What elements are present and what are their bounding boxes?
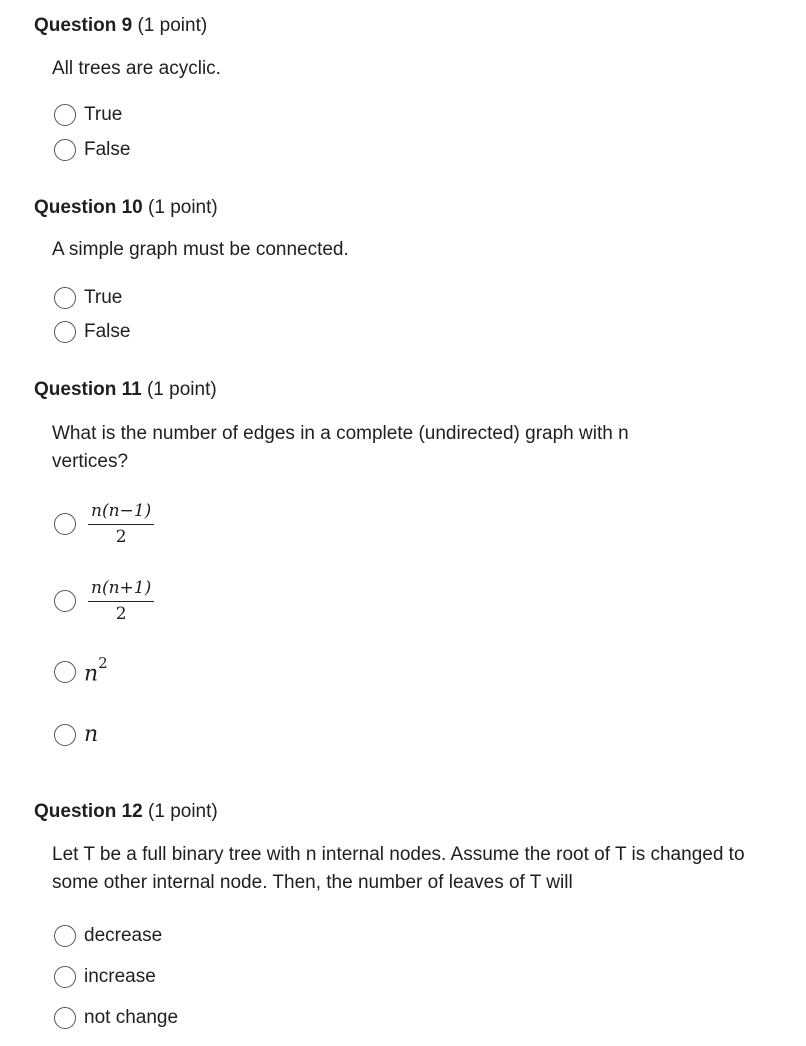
radio-button[interactable] — [54, 321, 76, 343]
question-number: Question 10 — [34, 197, 143, 218]
question-10-prompt: A simple graph must be connected. — [52, 239, 349, 260]
radio-button[interactable] — [54, 590, 76, 612]
question-number: Question 11 — [34, 379, 142, 400]
radio-button[interactable] — [54, 966, 76, 988]
math-exponent: 2 — [98, 654, 108, 672]
q12-option-not-change[interactable] — [54, 1007, 178, 1029]
fraction-expression[interactable] — [88, 501, 154, 547]
q11-option-a[interactable] — [54, 501, 154, 547]
math-expression[interactable]: n — [84, 722, 99, 747]
radio-button[interactable] — [54, 661, 76, 683]
question-points: (1 point) — [148, 801, 218, 822]
q11-option-c[interactable] — [54, 654, 108, 687]
radio-button[interactable] — [54, 287, 76, 309]
q9-option-false[interactable] — [54, 139, 130, 161]
q11-option-d[interactable] — [54, 722, 98, 747]
option-label[interactable]: False — [84, 321, 131, 342]
fraction-numerator: n(n−1) — [88, 501, 154, 525]
fraction-numerator: n(n+1) — [88, 578, 154, 602]
question-number: Question 9 — [34, 15, 133, 36]
question-12-title — [34, 801, 218, 823]
radio-button[interactable] — [54, 925, 76, 947]
q10-option-true[interactable] — [54, 287, 122, 309]
math-expression[interactable] — [84, 654, 108, 687]
option-label[interactable]: False — [84, 139, 131, 160]
fraction-denominator: 2 — [115, 527, 127, 547]
question-12-prompt: Let T be a full binary tree with n internal nodes. Assume the root of T is changed to some other internal node. Then, the number of leaves of T will — [52, 844, 745, 893]
q12-option-decrease[interactable] — [54, 925, 162, 947]
q11-option-b[interactable] — [54, 578, 154, 624]
fraction-expression[interactable] — [88, 578, 154, 624]
q9-option-true[interactable] — [54, 104, 122, 126]
option-label[interactable]: not change — [84, 1007, 179, 1028]
question-11-prompt: What is the number of edges in a complete (undirected) graph with n vertices? — [52, 423, 629, 472]
option-label[interactable]: True — [84, 104, 123, 125]
math-base: n — [84, 661, 99, 687]
radio-button[interactable] — [54, 513, 76, 535]
option-label[interactable]: True — [84, 287, 123, 308]
q12-option-increase[interactable] — [54, 966, 156, 988]
option-label[interactable]: increase — [84, 966, 156, 987]
radio-button[interactable] — [54, 139, 76, 161]
radio-button[interactable] — [54, 1007, 76, 1029]
question-points: (1 point) — [148, 197, 218, 218]
option-label[interactable]: decrease — [84, 925, 163, 946]
question-11-title — [34, 379, 217, 401]
question-10-title — [34, 197, 218, 219]
q10-option-false[interactable] — [54, 321, 130, 343]
question-points: (1 point) — [137, 15, 208, 36]
fraction-denominator: 2 — [115, 604, 127, 624]
question-points: (1 point) — [146, 379, 217, 400]
radio-button[interactable] — [54, 104, 76, 126]
radio-button[interactable] — [54, 724, 76, 746]
question-9-title — [34, 15, 207, 37]
question-number: Question 12 — [34, 801, 143, 822]
question-9-prompt: All trees are acyclic. — [52, 58, 221, 79]
